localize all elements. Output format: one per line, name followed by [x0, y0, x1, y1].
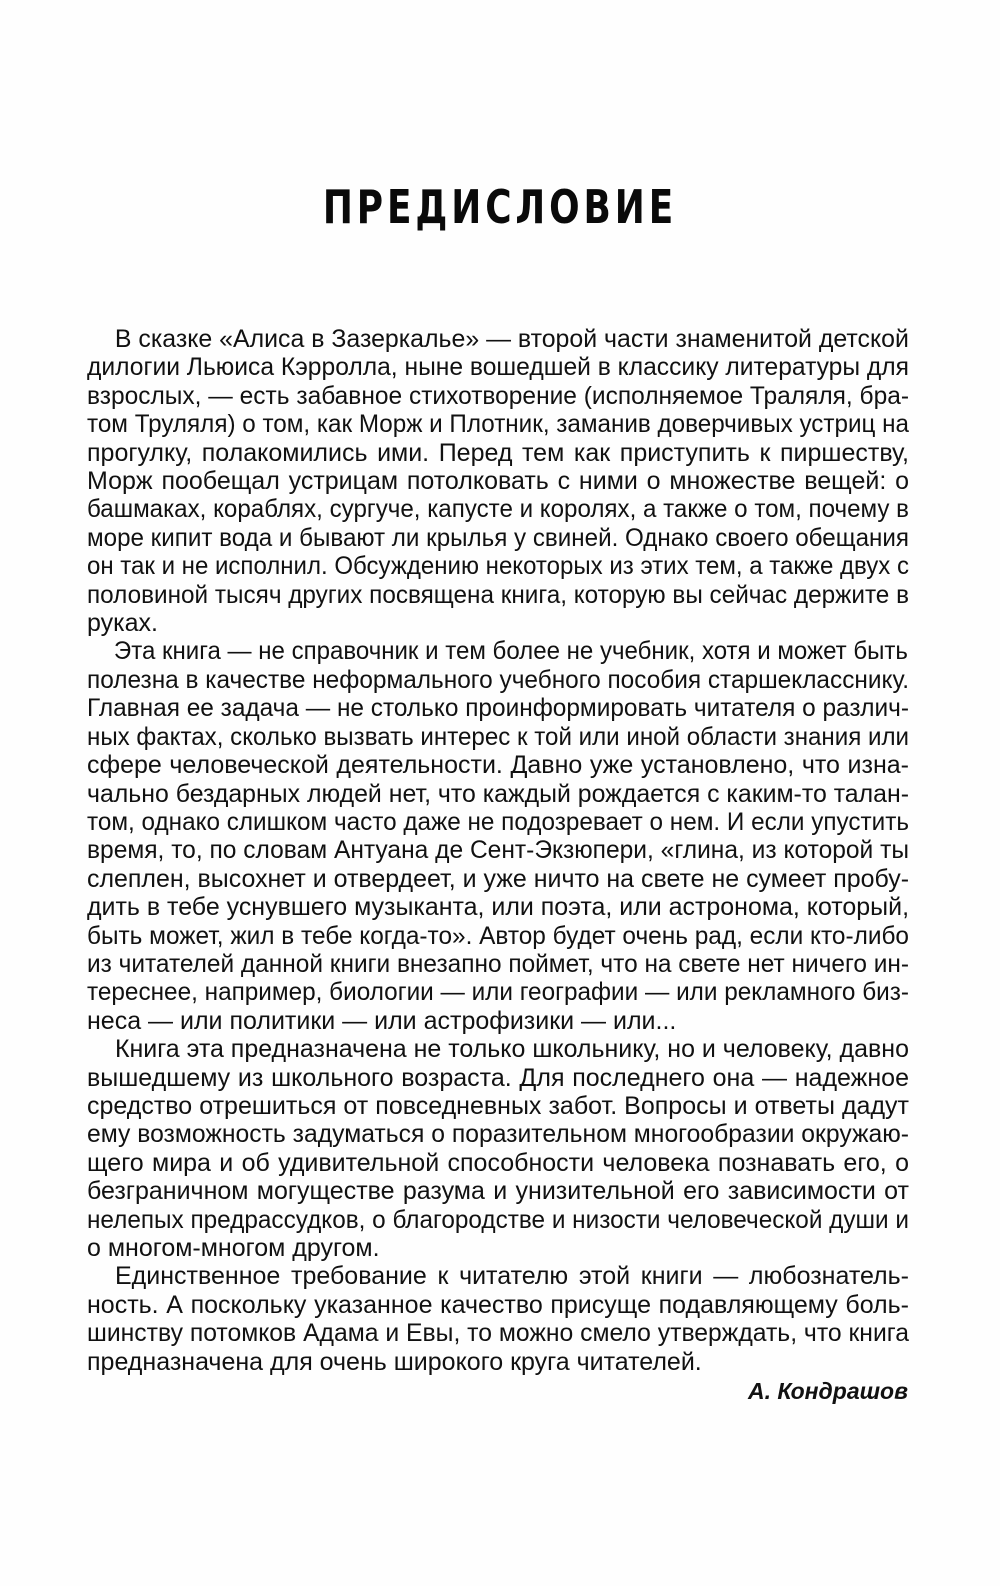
paragraph-1	[87, 325, 909, 637]
text-line: полезна в качестве неформального учебного пособия старшекласснику.	[87, 665, 909, 694]
text-line: Морж пообещал устрицам потолковать с ними о множестве вещей: о	[87, 467, 909, 496]
text-line: тереснее, например, биологии — или географии — или рекламного биз-	[87, 978, 909, 1007]
text-line: дить в тебе уснувшего музыканта, или поэта, или астронома, который,	[87, 893, 909, 922]
paragraph-2	[87, 637, 909, 1035]
text-line: взрослых, — есть забавное стихотворение (исполняемое Траляля, бра-	[87, 381, 909, 410]
text-line: половиной тысяч других посвящена книга, которую вы сейчас держите в	[87, 580, 909, 609]
text-line: вышедшему из школьного возраста. Для последнего она — надежное	[87, 1063, 909, 1092]
text-line: быть может, жил в тебе когда-то». Автор будет очень рад, если кто-либо	[87, 921, 909, 950]
text-line: Книга эта предназначена не только школьнику, но и человеку, давно	[114, 1035, 909, 1064]
text-line: неса — или политики — или астрофизики — или...	[87, 1006, 677, 1035]
text-line: прогулку, полакомились ими. Перед тем как приступить к пиршеству,	[87, 438, 909, 467]
text-line: средство отрешиться от повседневных забот. Вопросы и ответы дадут	[87, 1091, 909, 1120]
text-line: Главная ее задача — не столько проинформировать читателя о различ-	[87, 694, 909, 723]
text-line: сфере человеческой деятельности. Давно уже установлено, что изна-	[87, 751, 909, 780]
text-line: нелепых предрассудков, о благородстве и низости человеческой души и	[87, 1205, 909, 1234]
text-line: шинству потомков Адама и Евы, то можно смело утверждать, что книга	[87, 1319, 909, 1348]
text-line: дилогии Льюиса Кэрролла, ныне вошедшей в классику литературы для	[87, 353, 909, 382]
text-line: безграничном могуществе разума и унизительной его зависимости от	[87, 1177, 909, 1206]
paragraph-3	[87, 1035, 909, 1262]
text-line: том Труляля) о том, как Морж и Плотник, заманив доверчивых устриц на	[87, 410, 909, 439]
text-line: он так и не исполнил. Обсуждению некоторых из этих тем, а также двух с	[87, 552, 909, 581]
text-line: руках.	[87, 609, 158, 638]
text-line: ность. А поскольку указанное качество присуще подавляющему боль-	[87, 1290, 909, 1319]
paragraph-4	[87, 1262, 909, 1376]
text-line: В сказке «Алиса в Зазеркалье» — второй части знаменитой детской	[114, 325, 909, 353]
text-line: Эта книга — не справочник и тем более не учебник, хотя и может быть	[113, 637, 908, 666]
author-signature: А. Кондрашов	[747, 1378, 908, 1404]
text-line: том, однако слишком часто даже не подозревает о нем. И если упустить	[87, 807, 909, 836]
text-line: из читателей данной книги внезапно поймет, что на свете нет ничего ин-	[87, 949, 909, 978]
text-line: время, то, по словам Антуана де Сент-Экзюпери, «глина, из которой ты	[87, 836, 909, 865]
text-line: слеплен, высохнет и отвердеет, и уже ничто на свете не сумеет пробу-	[87, 864, 909, 893]
text-line: море кипит вода и бывают ли крылья у свиней. Однако своего обещания	[87, 523, 909, 552]
text-line: Единственное требование к читателю этой книги — любознатель-	[115, 1262, 909, 1291]
text-line: о многом-многом другом.	[87, 1234, 380, 1262]
text-line: щего мира и об удивительной способности человека познавать его, о	[87, 1148, 909, 1177]
page-title: ПРЕДИСЛОВИЕ	[322, 180, 678, 234]
text-line: ных фактах, сколько вызвать интерес к той или иной области знания или	[87, 722, 909, 751]
preface-body	[87, 325, 909, 1376]
text-line: предназначена для очень широкого круга читателей.	[87, 1347, 702, 1376]
text-line: чально бездарных людей нет, что каждый рождается с каким-то талан-	[87, 779, 909, 808]
text-line: башмаках, кораблях, сургуче, капусте и королях, а также о том, почему в	[87, 495, 909, 524]
text-line: ему возможность задуматься о поразительном многообразии окружаю-	[87, 1120, 909, 1149]
